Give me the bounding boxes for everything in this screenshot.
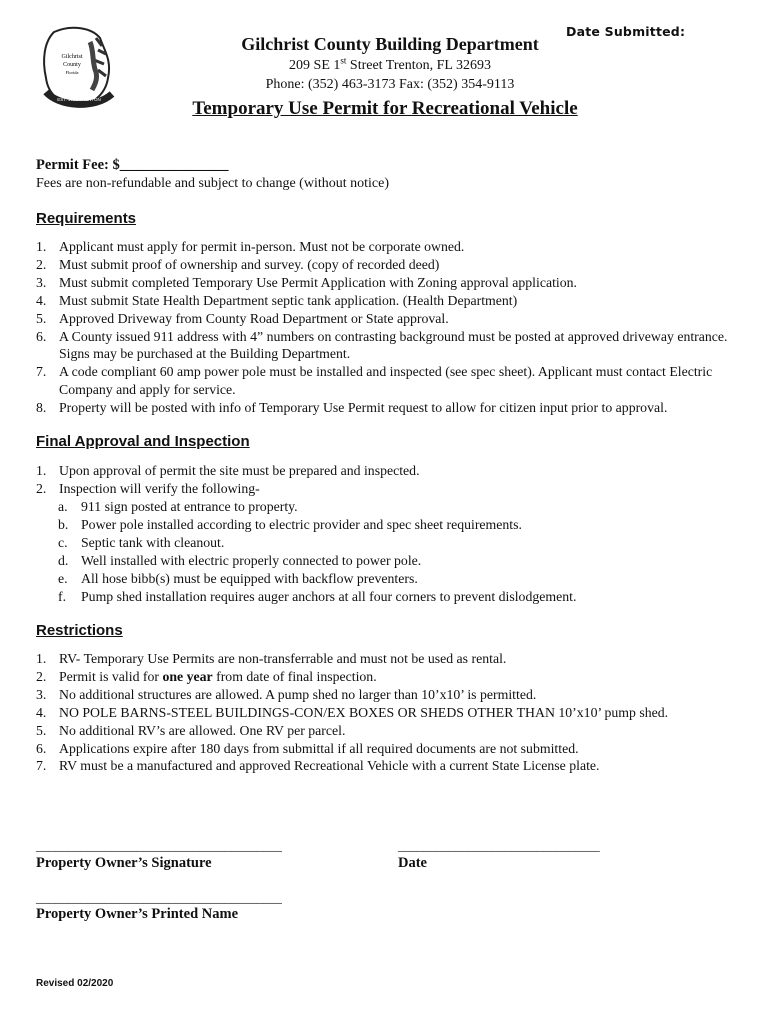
- list-item: 3. No additional structures are allowed. A pump shed no larger than 10’x10’ is permitted.: [36, 686, 537, 702]
- list-item: 2. Permit is valid for one year from date of final inspection.: [36, 668, 377, 684]
- requirements-list: [36, 238, 746, 417]
- list-item: 1. RV- Temporary Use Permits are non-transferrable and must not be used as rental.: [36, 651, 507, 666]
- date-submitted-label: Date Submitted:: [566, 24, 686, 39]
- list-item: 6. Applications expire after 180 days from submittal if all required documents are not submitted.: [36, 740, 579, 756]
- list-item: 5. No additional RV’s are allowed. One RV per parcel.: [36, 722, 346, 738]
- list-item: 1. Applicant must apply for permit in-person. Must not be corporate owned.: [36, 239, 465, 254]
- fee-note: Fees are non-refundable and subject to change (without notice): [36, 176, 389, 191]
- inspection-sublist: [36, 498, 746, 605]
- list-item: c. Septic tank with cleanout.: [58, 534, 225, 550]
- list-item: 3. Must submit completed Temporary Use Permit Application with Zoning approval application.: [36, 274, 577, 290]
- list-item: 8. Property will be posted with info of Temporary Use Permit request to allow for citizen input prior to approval.: [36, 400, 668, 416]
- owner-signature-line: _______________________________________: [36, 838, 282, 853]
- list-item: 4. NO POLE BARNS-STEEL BUILDINGS-CON/EX BOXES OR SHEDS OTHER THAN 10’x10’ pump shed.: [36, 704, 669, 720]
- department-address: 209 SE 1st Street Trenton, FL 32693: [289, 55, 491, 73]
- printed-name-label: Property Owner’s Printed Name: [36, 906, 239, 922]
- list-item: 2. Inspection will verify the following-: [36, 480, 260, 496]
- list-item: b. Power pole installed according to electric provider and spec sheet requirements.: [58, 516, 522, 532]
- list-item: 5. Approved Driveway from County Road Department or State approval.: [36, 310, 449, 326]
- list-item: 7. A code compliant 60 amp power pole must be installed and inspected (see spec sheet). Applicant must contact Electric Company and apply for service.: [36, 364, 713, 398]
- list-item: f. Pump shed installation requires auger anchors at all four corners to prevent dislodgement.: [58, 588, 577, 604]
- list-item: d. Well installed with electric properly connected to power pole.: [58, 552, 422, 568]
- printed-name-line: _______________________________________: [36, 890, 282, 905]
- list-item: 6. A County issued 911 address with 4” numbers on contrasting background must be posted at approved driveway entrance. Signs may be purchased at the Building Department.: [36, 328, 728, 362]
- restrictions-heading: Restrictions: [36, 622, 123, 639]
- date-line: ________________________________: [398, 838, 600, 853]
- final-approval-heading: Final Approval and Inspection: [36, 433, 250, 450]
- list-item: 2. Must submit proof of ownership and survey. (copy of recorded deed): [36, 256, 440, 272]
- requirements-heading: Requirements: [36, 210, 137, 227]
- department-phone: Phone: (352) 463-3173 Fax: (352) 354-9113: [265, 77, 515, 92]
- list-item: 4. Must submit State Health Department septic tank application. (Health Department): [36, 292, 518, 308]
- list-item: 7. RV must be a manufactured and approved Recreational Vehicle with a current State License plate.: [36, 758, 600, 774]
- revision-date: Revised 02/2020: [36, 978, 114, 989]
- seal-text-line3: Florida: [65, 70, 79, 75]
- owner-signature-label: Property Owner’s Signature: [36, 855, 212, 871]
- letterhead: [190, 32, 590, 94]
- document-title: Temporary Use Permit for Recreational Vehicle: [192, 98, 578, 119]
- date-label: Date: [398, 855, 427, 871]
- seal-text-line1: Gilchrist: [61, 54, 83, 60]
- list-item: 1. Upon approval of permit the site must be prepared and inspected.: [36, 463, 420, 478]
- restrictions-list: [36, 650, 746, 775]
- department-name: Gilchrist County Building Department: [241, 34, 539, 54]
- seal-arc-text: EST. 1925 TRENTON: [57, 97, 101, 102]
- list-item: a. 911 sign posted at entrance to property.: [58, 499, 298, 514]
- permit-fee-label: Permit Fee: $_______________: [36, 157, 229, 173]
- seal-text-line2: County: [63, 62, 81, 68]
- list-item: e. All hose bibb(s) must be equipped with backflow preventers.: [58, 570, 418, 586]
- final-approval-list: [36, 462, 746, 498]
